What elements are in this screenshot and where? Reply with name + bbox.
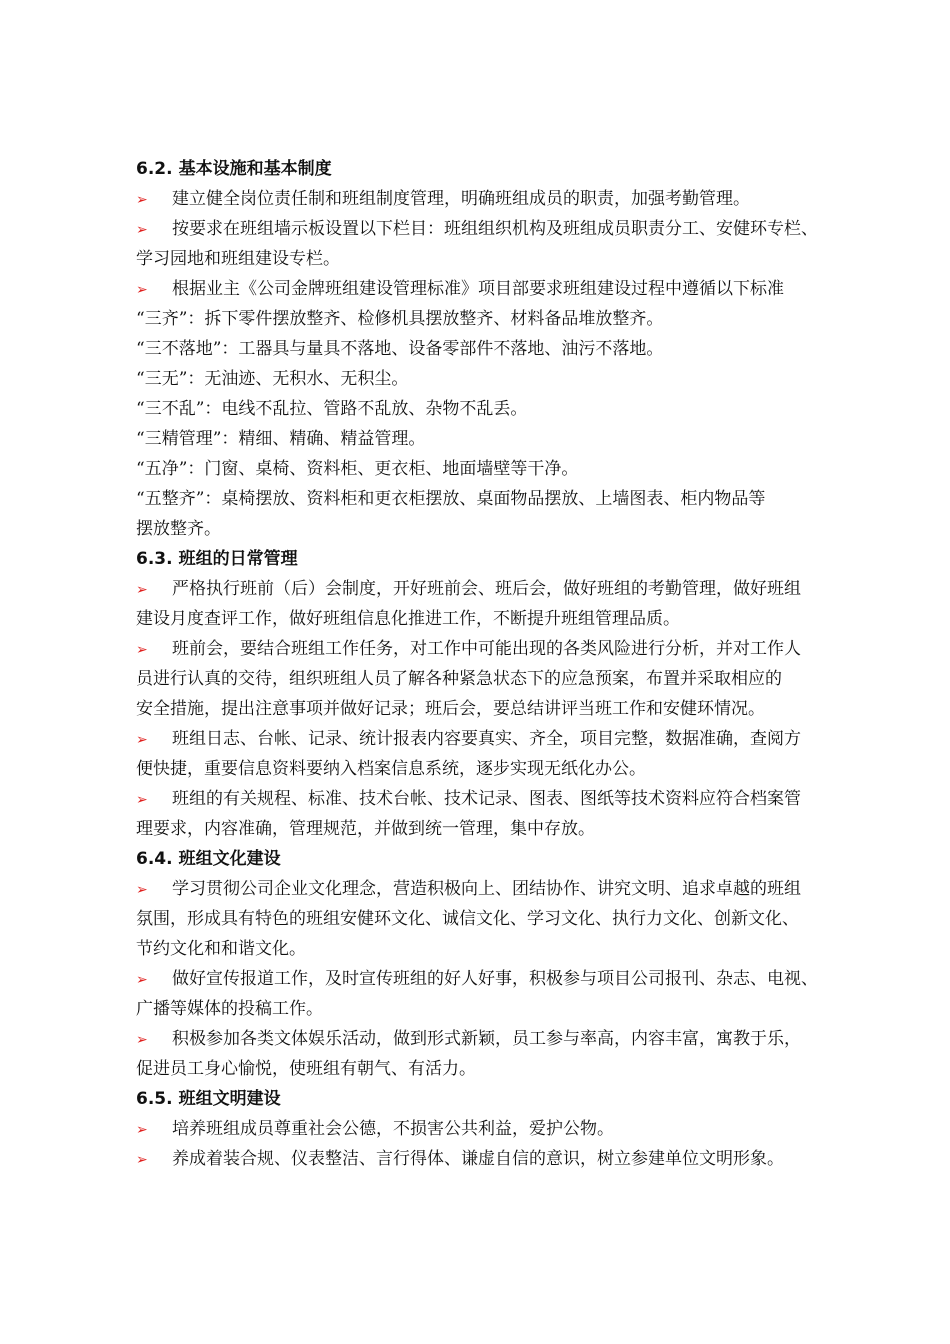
section-heading-6-3 (136, 544, 896, 574)
section-heading-6-2 (136, 154, 896, 184)
bullet-item (136, 574, 896, 634)
standard-line: “五净”：门窗、桌椅、资料柜、更衣柜、地面墙壁等干净。 (136, 459, 579, 479)
arrow-bullet-icon: ➢ (136, 1152, 148, 1168)
bullet-item (136, 184, 896, 214)
document-body (136, 154, 896, 1174)
bullet-text: 学习园地和班组建设专栏。 (136, 249, 340, 269)
bullet-text: 建设月度查评工作，做好班组信息化推进工作，不断提升班组管理品质。 (136, 609, 680, 629)
bullet-item (136, 1144, 896, 1174)
bullet-text: 氛围，形成具有特色的班组安健环文化、诚信文化、学习文化、执行力文化、创新文化、 (136, 909, 799, 929)
bullet-item (136, 724, 896, 784)
bullet-item (136, 784, 896, 844)
arrow-bullet-icon: ➢ (136, 582, 148, 598)
bullet-item (136, 964, 896, 1024)
arrow-bullet-icon: ➢ (136, 1032, 148, 1048)
standard-line: “三不乱”：电线不乱拉、管路不乱放、杂物不乱丢。 (136, 399, 528, 419)
bullet-text: 按要求在班组墙示板设置以下栏目：班组组织机构及班组成员职责分工、安健环专栏、 (172, 219, 818, 239)
bullet-text: 员进行认真的交待，组织班组人员了解各种紧急状态下的应急预案，布置并采取相应的 (136, 669, 782, 689)
arrow-bullet-icon: ➢ (136, 642, 148, 658)
bullet-item (136, 1114, 896, 1144)
bullet-text: 严格执行班前（后）会制度，开好班前会、班后会，做好班组的考勤管理，做好班组 (172, 579, 801, 599)
bullet-text: 养成着装合规、仪表整洁、言行得体、谦虚自信的意识，树立参建单位文明形象。 (172, 1149, 784, 1169)
bullet-text: 根据业主《公司金牌班组建设管理标准》项目部要求班组建设过程中遵循以下标准 (172, 279, 784, 299)
bullet-text: 促进员工身心愉悦，使班组有朝气、有活力。 (136, 1059, 476, 1079)
bullet-text: 节约文化和和谐文化。 (136, 939, 306, 959)
bullet-text: 建立健全岗位责任制和班组制度管理，明确班组成员的职责，加强考勤管理。 (172, 189, 750, 209)
bullet-item (136, 874, 896, 964)
bullet-text: 做好宣传报道工作，及时宣传班组的好人好事，积极参与项目公司报刊、杂志、电视、 (172, 969, 818, 989)
bullet-item (136, 634, 896, 724)
section-title: 班组文明建设 (178, 1089, 281, 1109)
bullet-text: 广播等媒体的投稿工作。 (136, 999, 323, 1019)
bullet-item (136, 274, 896, 304)
arrow-bullet-icon: ➢ (136, 1122, 148, 1138)
standard-line: “三无”：无油迹、无积水、无积尘。 (136, 369, 409, 389)
arrow-bullet-icon: ➢ (136, 282, 148, 298)
bullet-text: 便快捷，重要信息资料要纳入档案信息系统，逐步实现无纸化办公。 (136, 759, 646, 779)
standard-line: “五整齐”：桌椅摆放、资料柜和更衣柜摆放、桌面物品摆放、上墙图表、柜内物品等 (136, 489, 766, 509)
bullet-text: 积极参加各类文体娱乐活动，做到形式新颖，员工参与率高，内容丰富，寓教于乐， (172, 1029, 801, 1049)
arrow-bullet-icon: ➢ (136, 222, 148, 238)
section-title: 班组文化建设 (178, 849, 281, 869)
section-heading-6-4 (136, 844, 896, 874)
bullet-item (136, 214, 896, 274)
section-number: 6.2. (136, 159, 173, 179)
bullet-text: 培养班组成员尊重社会公德，不损害公共利益，爱护公物。 (172, 1119, 614, 1139)
standard-line: “三齐”：拆下零件摆放整齐、检修机具摆放整齐、材料备品堆放整齐。 (136, 309, 664, 329)
bullet-item (136, 1024, 896, 1084)
bullet-text: 班组日志、台帐、记录、统计报表内容要真实、齐全，项目完整，数据准确，查阅方 (172, 729, 801, 749)
standard-line: 摆放整齐。 (136, 519, 221, 539)
bullet-text: 班组的有关规程、标准、技术台帐、技术记录、图表、图纸等技术资料应符合档案管 (172, 789, 801, 809)
arrow-bullet-icon: ➢ (136, 882, 148, 898)
standard-line: “三精管理”：精细、精确、精益管理。 (136, 429, 426, 449)
section-number: 6.5. (136, 1089, 173, 1109)
section-title: 班组的日常管理 (178, 549, 298, 569)
section-title: 基本设施和基本制度 (178, 159, 332, 179)
section-number: 6.4. (136, 849, 173, 869)
section-number: 6.3. (136, 549, 173, 569)
bullet-text: 安全措施，提出注意事项并做好记录；班后会，要总结讲评当班工作和安健环情况。 (136, 699, 765, 719)
bullet-text: 学习贯彻公司企业文化理念，营造积极向上、团结协作、讲究文明、追求卓越的班组 (172, 879, 801, 899)
arrow-bullet-icon: ➢ (136, 192, 148, 208)
arrow-bullet-icon: ➢ (136, 732, 148, 748)
standard-line: “三不落地”：工器具与量具不落地、设备零部件不落地、油污不落地。 (136, 339, 664, 359)
arrow-bullet-icon: ➢ (136, 792, 148, 808)
bullet-text: 理要求，内容准确，管理规范，并做到统一管理，集中存放。 (136, 819, 595, 839)
bullet-text: 班前会，要结合班组工作任务，对工作中可能出现的各类风险进行分析，并对工作人 (172, 639, 801, 659)
section-heading-6-5 (136, 1084, 896, 1114)
arrow-bullet-icon: ➢ (136, 972, 148, 988)
